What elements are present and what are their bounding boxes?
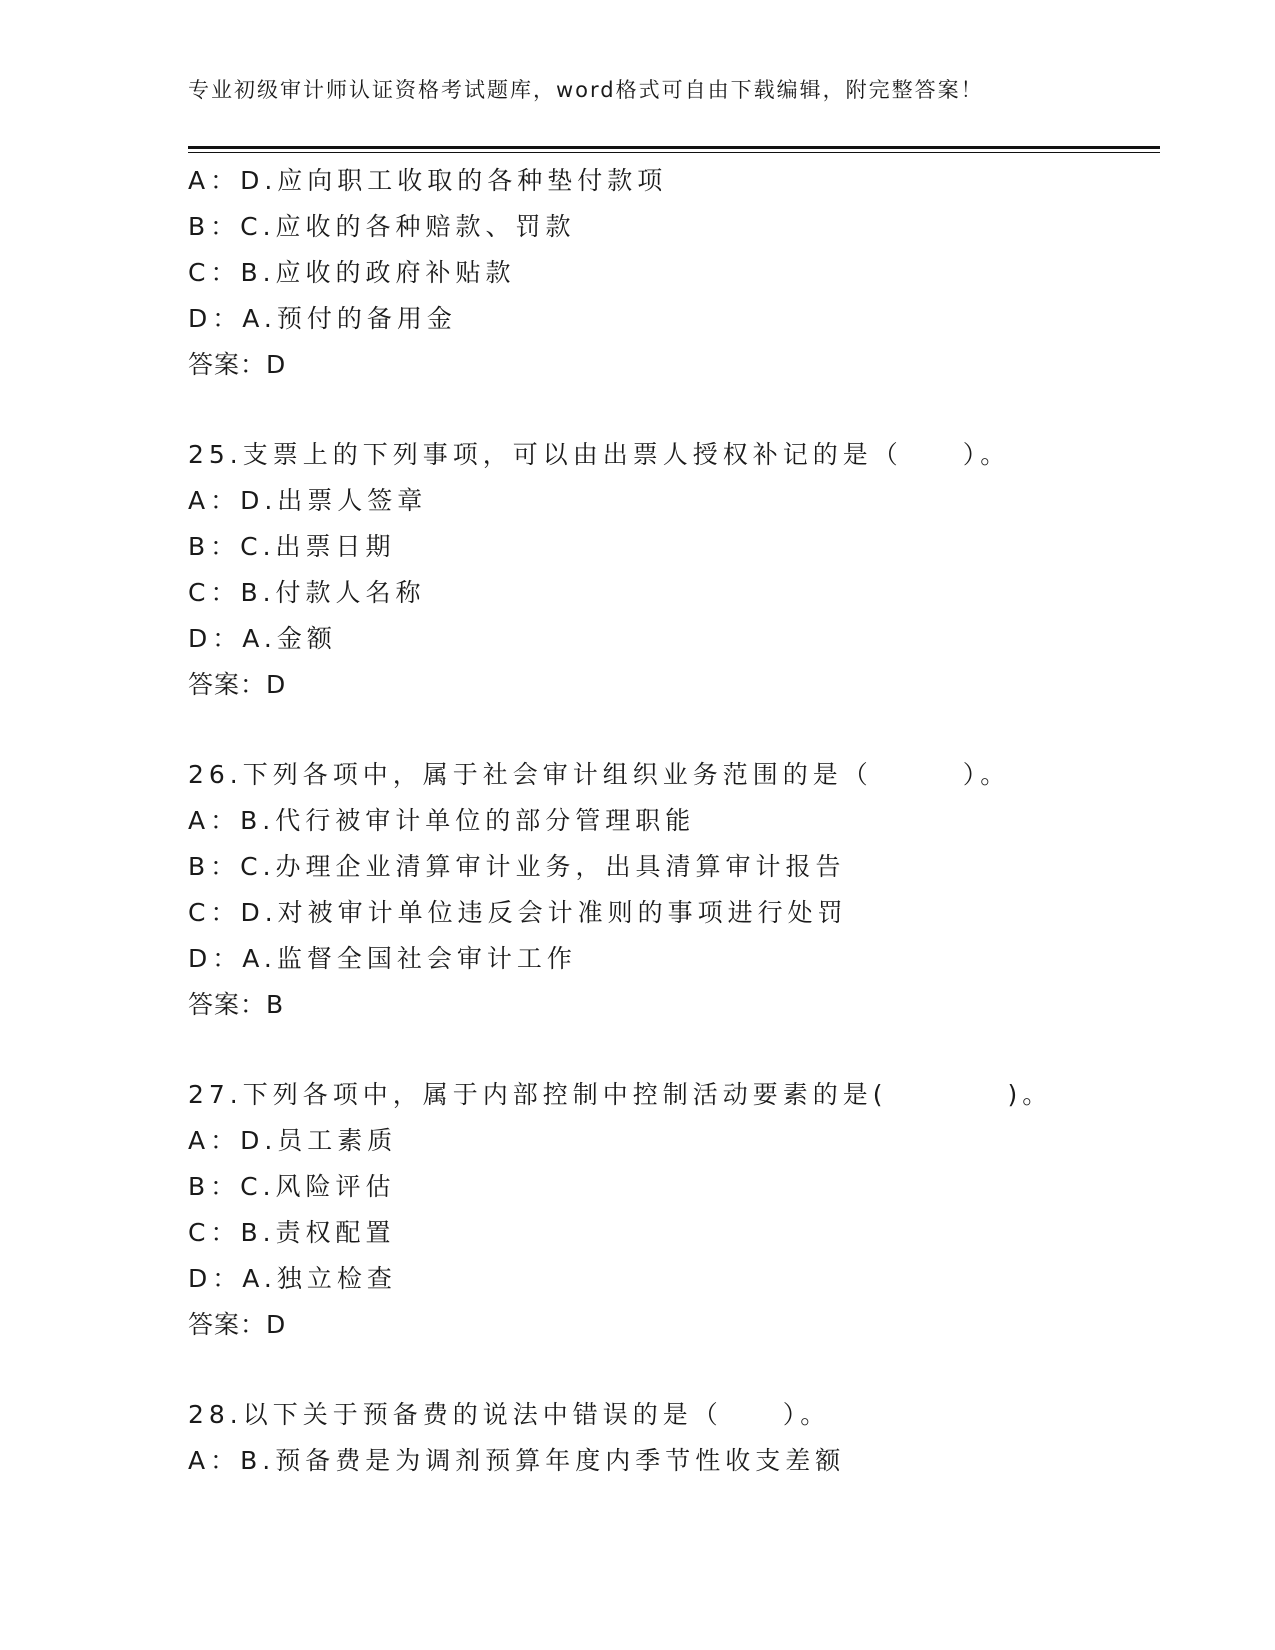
header-rule-thin: [188, 152, 1160, 153]
option-a: A：D.员工素质: [188, 1126, 398, 1155]
answer-line: 答案：D: [188, 350, 287, 379]
question-block: [188, 432, 1168, 708]
option-d: D：A.独立检查: [188, 1264, 397, 1293]
option-c: C：B.付款人名称: [188, 578, 426, 607]
question-stem: 27.下列各项中，属于内部控制中控制活动要素的是( )。: [188, 1080, 1053, 1109]
option-b: B：C.出票日期: [188, 532, 396, 561]
option-a: A：D.出票人签章: [188, 486, 428, 515]
question-stem: 25.支票上的下列事项，可以由出票人授权补记的是（ ）。: [188, 440, 1011, 469]
option-b: B：C.风险评估: [188, 1172, 396, 1201]
option-d: D：A.金额: [188, 624, 337, 653]
option-d: D：A.监督全国社会审计工作: [188, 944, 577, 973]
question-block: [188, 1072, 1168, 1348]
question-stem: 26.下列各项中，属于社会审计组织业务范围的是（ ）。: [188, 760, 1011, 789]
option-b: B：C.办理企业清算审计业务，出具清算审计报告: [188, 852, 846, 881]
option-c: C：B.责权配置: [188, 1218, 396, 1247]
option-c: C：B.应收的政府补贴款: [188, 258, 516, 287]
page-header: 专业初级审计师认证资格考试题库，word格式可自由下载编辑，附完整答案！: [188, 78, 984, 102]
answer-line: 答案：D: [188, 670, 287, 699]
option-a: A：D.应向职工收取的各种垫付款项: [188, 166, 668, 195]
option-d: D：A.预付的备用金: [188, 304, 457, 333]
header-rule-thick: [188, 146, 1160, 149]
question-stem: 28.以下关于预备费的说法中错误的是（ ）。: [188, 1400, 831, 1429]
question-block: [188, 158, 1168, 388]
option-b: B：C.应收的各种赔款、罚款: [188, 212, 576, 241]
answer-line: 答案：D: [188, 1310, 287, 1339]
question-block: [188, 1392, 1168, 1484]
question-block: [188, 752, 1168, 1028]
option-a: A：B.代行被审计单位的部分管理职能: [188, 806, 696, 835]
question-list: [188, 158, 1168, 1484]
option-a: A：B.预备费是为调剂预算年度内季节性收支差额: [188, 1446, 846, 1475]
option-c: C：D.对被审计单位违反会计准则的事项进行处罚: [188, 898, 848, 927]
answer-line: 答案：B: [188, 990, 285, 1019]
